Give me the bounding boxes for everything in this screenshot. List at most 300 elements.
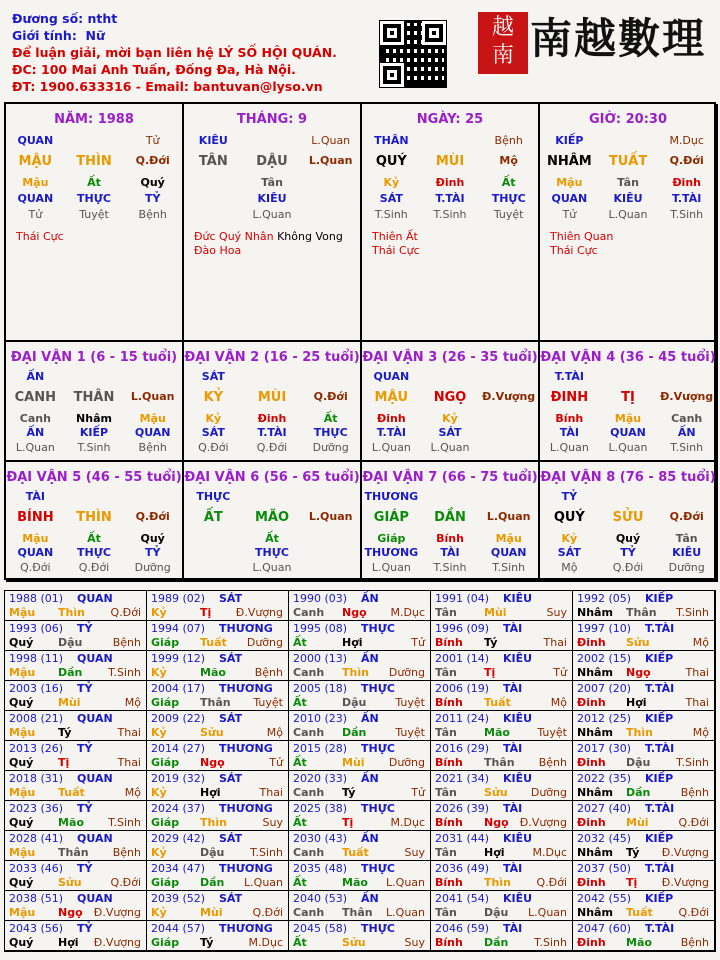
year-branch: Thân bbox=[200, 696, 231, 709]
cell-row bbox=[540, 192, 716, 205]
year-stem: Canh bbox=[293, 906, 325, 919]
cell-value: Dưỡng bbox=[668, 561, 705, 574]
year-label: 1990 (03) bbox=[293, 592, 348, 605]
year-label: 1999 (12) bbox=[151, 652, 206, 665]
cell-value bbox=[301, 532, 360, 545]
shensha-1: Đức Quý Nhân bbox=[194, 230, 274, 243]
cell-row bbox=[540, 370, 716, 383]
year-stem: Bính bbox=[435, 936, 463, 949]
cell-value: THƯƠNG bbox=[364, 546, 419, 559]
year-god: SÁT bbox=[219, 712, 243, 725]
year-god: SÁT bbox=[219, 772, 243, 785]
cell-row bbox=[362, 390, 538, 405]
cell-value bbox=[301, 561, 360, 574]
cell-value: T.Sinh bbox=[433, 208, 467, 221]
cell-value bbox=[243, 134, 302, 147]
year-stem: Đinh bbox=[577, 876, 606, 889]
year-god: TÀI bbox=[503, 802, 523, 815]
cell-value: Ất bbox=[265, 532, 279, 545]
year-god: TÀI bbox=[503, 622, 523, 635]
year-phase: Dưỡng bbox=[388, 666, 425, 679]
year-label: 2018 (31) bbox=[9, 772, 64, 785]
year-cell bbox=[147, 921, 289, 951]
chart-cell bbox=[6, 104, 184, 342]
year-branch: Mùi bbox=[626, 816, 649, 829]
year-phase: Q.Đới bbox=[110, 606, 141, 619]
shensha-2: Đào Hoa bbox=[194, 244, 242, 257]
cell-value: Tử bbox=[28, 208, 43, 221]
year-god: KIÊU bbox=[503, 832, 533, 845]
year-god: QUAN bbox=[77, 592, 113, 605]
year-branch: Mùi bbox=[58, 696, 81, 709]
year-label: 2045 (58) bbox=[293, 922, 348, 935]
year-label: 1988 (01) bbox=[9, 592, 64, 605]
year-stem: Kỷ bbox=[151, 666, 167, 679]
year-cell bbox=[573, 861, 715, 891]
cell-value: Tử bbox=[562, 208, 577, 221]
cell-value: Tân bbox=[617, 176, 639, 189]
cell-row bbox=[362, 490, 538, 503]
year-cell bbox=[289, 771, 431, 801]
cell-value bbox=[421, 370, 480, 383]
cell-value: BÍNH bbox=[17, 510, 54, 525]
cell-value bbox=[479, 490, 538, 503]
year-cell bbox=[289, 831, 431, 861]
cell-title: ĐẠI VẬN 6 (56 - 65 tuổi) bbox=[184, 470, 360, 485]
year-phase: T.Sinh bbox=[676, 756, 709, 769]
cell-value: THÂN bbox=[73, 390, 115, 405]
cell-value: Q.Đới bbox=[612, 561, 644, 574]
year-stem: Mậu bbox=[9, 606, 36, 619]
qr-code-icon[interactable] bbox=[379, 20, 447, 88]
cell-value bbox=[421, 134, 480, 147]
cell-row bbox=[184, 532, 360, 545]
cell-value: QUAN bbox=[17, 192, 54, 205]
cell-value: Mộ bbox=[499, 154, 518, 167]
year-label: 2009 (22) bbox=[151, 712, 206, 725]
year-god: TÀI bbox=[503, 742, 523, 755]
cell-row bbox=[362, 561, 538, 574]
year-phase: Tuyệt bbox=[395, 726, 425, 739]
year-branch: Ngọ bbox=[200, 756, 225, 769]
cell-row bbox=[184, 208, 360, 221]
year-branch: Dậu bbox=[200, 846, 225, 859]
year-label: 2011 (24) bbox=[435, 712, 490, 725]
phone-email-line[interactable]: ĐT: 1900.633316 - Email: bantuvan@lyso.vn bbox=[12, 79, 323, 94]
cell-value: Tân bbox=[675, 532, 698, 545]
year-stem: Đinh bbox=[577, 636, 606, 649]
year-label: 2012 (25) bbox=[577, 712, 632, 725]
chart-cell bbox=[362, 342, 540, 462]
chart-cell bbox=[6, 462, 184, 582]
year-branch: Sửu bbox=[342, 936, 366, 949]
cell-value: T.Sinh bbox=[433, 561, 467, 574]
cell-value: NHÂM bbox=[546, 154, 592, 169]
cell-value: Dưỡng bbox=[134, 561, 171, 574]
cell-row bbox=[540, 208, 716, 221]
cell-row bbox=[6, 154, 182, 169]
year-cell bbox=[573, 741, 715, 771]
year-phase: Q.Đới bbox=[110, 876, 141, 889]
year-branch: Tuất bbox=[58, 786, 85, 799]
year-god: KIẾP bbox=[645, 832, 674, 845]
year-branch: Mão bbox=[342, 876, 368, 889]
year-god: THỰC bbox=[361, 622, 395, 635]
cell-value: L.Quan bbox=[15, 441, 55, 454]
cell-value: Mộ bbox=[561, 561, 578, 574]
year-phase: Thai bbox=[117, 726, 141, 739]
cell-row bbox=[184, 546, 360, 559]
cell-value: THỰC bbox=[77, 192, 111, 205]
cell-value: L.Quan bbox=[608, 208, 648, 221]
year-stem: Nhâm bbox=[577, 786, 613, 799]
year-cell bbox=[147, 801, 289, 831]
duong-so: Đương số: ntht bbox=[12, 11, 118, 26]
year-phase: Thai bbox=[685, 696, 709, 709]
year-cell bbox=[431, 831, 573, 861]
year-god: T.TÀI bbox=[645, 682, 675, 695]
year-stem: Ất bbox=[293, 876, 307, 889]
year-phase: Dưỡng bbox=[388, 756, 425, 769]
year-phase: Tử bbox=[411, 786, 425, 799]
cell-value: Quý bbox=[140, 532, 165, 545]
year-phase: T.Sinh bbox=[108, 666, 141, 679]
cell-value bbox=[184, 176, 243, 189]
year-branch: Tuất bbox=[342, 846, 369, 859]
year-cell bbox=[289, 681, 431, 711]
cell-value bbox=[243, 490, 302, 503]
year-stem: Mậu bbox=[9, 726, 36, 739]
cell-title: ĐẠI VẬN 3 (26 - 35 tuổi) bbox=[362, 350, 538, 365]
cell-value bbox=[301, 490, 360, 503]
year-phase: M.Dục bbox=[390, 816, 425, 829]
year-cell bbox=[289, 711, 431, 741]
year-god: ẤN bbox=[361, 892, 379, 905]
cell-value: ẤN bbox=[26, 370, 45, 383]
chart-cell bbox=[540, 104, 718, 342]
year-cell bbox=[289, 741, 431, 771]
year-branch: Dậu bbox=[58, 636, 83, 649]
year-phase: Đ.Vượng bbox=[519, 816, 567, 829]
year-label: 1995 (08) bbox=[293, 622, 348, 635]
year-table bbox=[4, 590, 716, 952]
cell-value: Q.Đới bbox=[135, 154, 170, 167]
year-branch: Thìn bbox=[626, 726, 653, 739]
year-branch: Dần bbox=[342, 726, 367, 739]
cell-value: T.TÀI bbox=[257, 426, 287, 439]
year-phase: Đ.Vượng bbox=[93, 906, 141, 919]
year-god: THỰC bbox=[361, 802, 395, 815]
cell-row bbox=[362, 176, 538, 189]
year-branch: Thìn bbox=[342, 666, 369, 679]
cell-row bbox=[6, 208, 182, 221]
shensha-note bbox=[550, 230, 613, 258]
cell-value: MÙI bbox=[257, 390, 287, 405]
chart-cell bbox=[184, 462, 362, 582]
year-stem: Tân bbox=[435, 906, 457, 919]
cell-value: Q.Đới bbox=[198, 441, 229, 454]
cell-value: Canh bbox=[671, 412, 703, 425]
year-god: T.TÀI bbox=[645, 622, 675, 635]
year-cell bbox=[289, 651, 431, 681]
logo-seal: 越 南 bbox=[478, 12, 528, 74]
cell-value: T.Sinh bbox=[670, 208, 704, 221]
shensha-2: Thái Cực bbox=[372, 244, 420, 257]
header-info bbox=[12, 10, 337, 95]
year-phase: Tử bbox=[411, 636, 425, 649]
year-god: KIẾP bbox=[645, 592, 674, 605]
year-branch: Thìn bbox=[484, 876, 511, 889]
year-cell bbox=[5, 741, 147, 771]
cell-value: KIẾP bbox=[79, 426, 109, 439]
year-branch: Hợi bbox=[484, 846, 505, 859]
cell-row bbox=[6, 134, 182, 147]
cell-value: Kỷ bbox=[561, 532, 578, 545]
year-branch: Mão bbox=[200, 666, 226, 679]
year-cell bbox=[5, 591, 147, 621]
cell-value: QUÝ bbox=[553, 510, 585, 525]
year-phase: L.Quan bbox=[386, 876, 425, 889]
year-branch: Hợi bbox=[342, 636, 363, 649]
chart-cell bbox=[540, 342, 718, 462]
cell-row bbox=[362, 441, 538, 454]
year-stem: Bính bbox=[435, 816, 463, 829]
cell-row bbox=[540, 134, 716, 147]
year-stem: Kỷ bbox=[151, 906, 167, 919]
year-stem: Tân bbox=[435, 846, 457, 859]
year-cell bbox=[5, 891, 147, 921]
year-stem: Tân bbox=[435, 786, 457, 799]
year-stem: Giáp bbox=[151, 876, 180, 889]
cell-value: SÁT bbox=[201, 370, 225, 383]
cell-value bbox=[599, 370, 658, 383]
year-branch: Sửu bbox=[626, 636, 650, 649]
year-god: TÀI bbox=[503, 922, 523, 935]
year-cell bbox=[431, 861, 573, 891]
cell-value bbox=[301, 370, 360, 383]
cell-value: KIÊU bbox=[257, 192, 287, 205]
cell-value: Mậu bbox=[614, 412, 642, 425]
year-cell bbox=[147, 711, 289, 741]
year-god: THỰC bbox=[361, 742, 395, 755]
cell-value: NGỌ bbox=[433, 390, 467, 405]
year-phase: Tử bbox=[269, 756, 283, 769]
year-label: 2010 (23) bbox=[293, 712, 348, 725]
year-branch: Tị bbox=[626, 876, 638, 889]
cell-row bbox=[184, 154, 360, 169]
cell-row bbox=[184, 370, 360, 383]
year-label: 2027 (40) bbox=[577, 802, 632, 815]
year-stem: Quý bbox=[9, 816, 34, 829]
cell-value: Mậu bbox=[495, 532, 522, 545]
cell-value: Bính bbox=[436, 532, 464, 545]
year-stem: Đinh bbox=[577, 936, 606, 949]
cell-value: L.Quan bbox=[608, 441, 648, 454]
cell-value: THƯƠNG bbox=[364, 490, 419, 503]
cell-row bbox=[540, 426, 716, 439]
year-god: TỶ bbox=[77, 742, 93, 755]
year-label: 2040 (53) bbox=[293, 892, 348, 905]
year-branch: Thìn bbox=[58, 606, 85, 619]
year-phase: T.Sinh bbox=[250, 846, 283, 859]
year-cell bbox=[431, 801, 573, 831]
cell-value: Đinh bbox=[377, 412, 406, 425]
cell-value bbox=[243, 370, 302, 383]
year-label: 2006 (19) bbox=[435, 682, 490, 695]
cell-row bbox=[6, 176, 182, 189]
year-phase: Bệnh bbox=[112, 846, 141, 859]
cell-row bbox=[184, 176, 360, 189]
year-god: QUAN bbox=[77, 772, 113, 785]
year-phase: Bệnh bbox=[680, 786, 709, 799]
cell-value bbox=[421, 490, 480, 503]
year-stem: Ất bbox=[293, 636, 307, 649]
year-cell bbox=[289, 921, 431, 951]
cell-value: SÁT bbox=[438, 426, 462, 439]
cell-value bbox=[301, 208, 360, 221]
cell-value: Tuyệt bbox=[493, 208, 524, 221]
year-god: ẤN bbox=[361, 832, 379, 845]
year-label: 2019 (32) bbox=[151, 772, 206, 785]
year-branch: Tý bbox=[484, 636, 498, 649]
year-label: 1996 (09) bbox=[435, 622, 490, 635]
year-branch: Mùi bbox=[200, 906, 223, 919]
cell-value: KỶ bbox=[203, 390, 224, 405]
year-stem: Ất bbox=[293, 816, 307, 829]
cell-value: T.TÀI bbox=[554, 370, 584, 383]
year-stem: Nhâm bbox=[577, 906, 613, 919]
year-phase: Bệnh bbox=[538, 756, 567, 769]
chart-cell bbox=[184, 342, 362, 462]
year-label: 2008 (21) bbox=[9, 712, 64, 725]
year-label: 2007 (20) bbox=[577, 682, 632, 695]
cell-value bbox=[599, 134, 658, 147]
year-stem: Bính bbox=[435, 636, 463, 649]
year-branch: Sửu bbox=[58, 876, 82, 889]
year-cell bbox=[573, 591, 715, 621]
year-god: TỶ bbox=[77, 682, 93, 695]
year-god: T.TÀI bbox=[645, 862, 675, 875]
year-branch: Ngọ bbox=[58, 906, 83, 919]
year-label: 2042 (55) bbox=[577, 892, 632, 905]
cell-value: Dưỡng bbox=[312, 441, 349, 454]
year-branch: Hợi bbox=[58, 936, 79, 949]
year-cell bbox=[147, 591, 289, 621]
year-phase: Mộ bbox=[124, 786, 141, 799]
cell-row bbox=[184, 510, 360, 525]
cell-value bbox=[123, 490, 182, 503]
cell-value bbox=[65, 490, 124, 503]
year-label: 1998 (11) bbox=[9, 652, 64, 665]
year-label: 2024 (37) bbox=[151, 802, 206, 815]
cell-row bbox=[540, 561, 716, 574]
brand-logo: 南越數理 bbox=[530, 14, 707, 63]
cell-row bbox=[362, 412, 538, 425]
cell-value: L.Quan bbox=[549, 441, 589, 454]
year-phase: T.Sinh bbox=[676, 606, 709, 619]
cell-value: Bệnh bbox=[138, 441, 167, 454]
cell-row bbox=[540, 532, 716, 545]
chart-cell bbox=[6, 342, 184, 462]
year-phase: L.Quan bbox=[386, 906, 425, 919]
year-stem: Nhâm bbox=[577, 666, 613, 679]
year-branch: Dần bbox=[200, 876, 225, 889]
year-god: THƯƠNG bbox=[219, 682, 273, 695]
cell-value bbox=[65, 370, 124, 383]
year-stem: Quý bbox=[9, 876, 34, 889]
year-label: 2037 (50) bbox=[577, 862, 632, 875]
cell-value: Mậu bbox=[556, 176, 583, 189]
year-label: 2017 (30) bbox=[577, 742, 632, 755]
cell-value: THÌN bbox=[76, 154, 112, 169]
year-phase: Đ.Vượng bbox=[661, 846, 709, 859]
year-god: KIẾP bbox=[645, 772, 674, 785]
cell-value: Tuyệt bbox=[79, 208, 109, 221]
cell-row bbox=[184, 134, 360, 147]
shensha-1: Thái Cực bbox=[16, 230, 64, 243]
cell-value: TỶ bbox=[620, 546, 636, 559]
cell-value bbox=[479, 370, 538, 383]
cell-value: Kỷ bbox=[442, 412, 458, 425]
year-label: 2020 (33) bbox=[293, 772, 348, 785]
year-god: TÀI bbox=[503, 862, 523, 875]
cell-row bbox=[6, 546, 182, 559]
year-phase: Mộ bbox=[550, 696, 567, 709]
year-cell bbox=[573, 831, 715, 861]
year-phase: Q.Đới bbox=[252, 906, 283, 919]
year-god: KIÊU bbox=[503, 772, 533, 785]
year-branch: Dậu bbox=[342, 696, 367, 709]
cell-value: T.Sinh bbox=[670, 441, 704, 454]
cell-row bbox=[184, 490, 360, 503]
year-branch: Tuất bbox=[626, 906, 653, 919]
shensha-void: Không Vong bbox=[277, 230, 343, 243]
cell-value: Kỷ bbox=[383, 176, 400, 189]
year-cell bbox=[431, 681, 573, 711]
year-god: THƯƠNG bbox=[219, 862, 273, 875]
year-cell bbox=[431, 591, 573, 621]
year-cell bbox=[573, 801, 715, 831]
year-stem: Kỷ bbox=[151, 846, 167, 859]
cell-value: Ất bbox=[87, 532, 101, 545]
year-cell bbox=[147, 681, 289, 711]
year-cell bbox=[573, 891, 715, 921]
shensha-note bbox=[16, 230, 64, 244]
cell-value: TỶ bbox=[144, 546, 161, 559]
year-stem: Đinh bbox=[577, 756, 606, 769]
cell-value: THỰC bbox=[196, 490, 231, 503]
year-god: KIÊU bbox=[503, 592, 533, 605]
cell-title: ĐẠI VẬN 5 (46 - 55 tuổi) bbox=[6, 470, 182, 485]
year-label: 2005 (18) bbox=[293, 682, 348, 695]
year-label: 1989 (02) bbox=[151, 592, 206, 605]
year-label: 2022 (35) bbox=[577, 772, 632, 785]
year-cell bbox=[5, 771, 147, 801]
year-phase: T.Sinh bbox=[534, 936, 567, 949]
cell-row bbox=[540, 490, 716, 503]
cell-row bbox=[6, 561, 182, 574]
year-god: THƯƠNG bbox=[219, 622, 273, 635]
year-god: ẤN bbox=[361, 652, 379, 665]
year-label: 2041 (54) bbox=[435, 892, 490, 905]
year-stem: Mậu bbox=[9, 906, 36, 919]
year-branch: Dần bbox=[58, 666, 83, 679]
cell-value: TỊ bbox=[621, 390, 635, 405]
year-phase: M.Dục bbox=[248, 936, 283, 949]
cell-value bbox=[599, 490, 658, 503]
year-god: KIẾP bbox=[645, 652, 674, 665]
year-branch: Ngọ bbox=[484, 816, 509, 829]
